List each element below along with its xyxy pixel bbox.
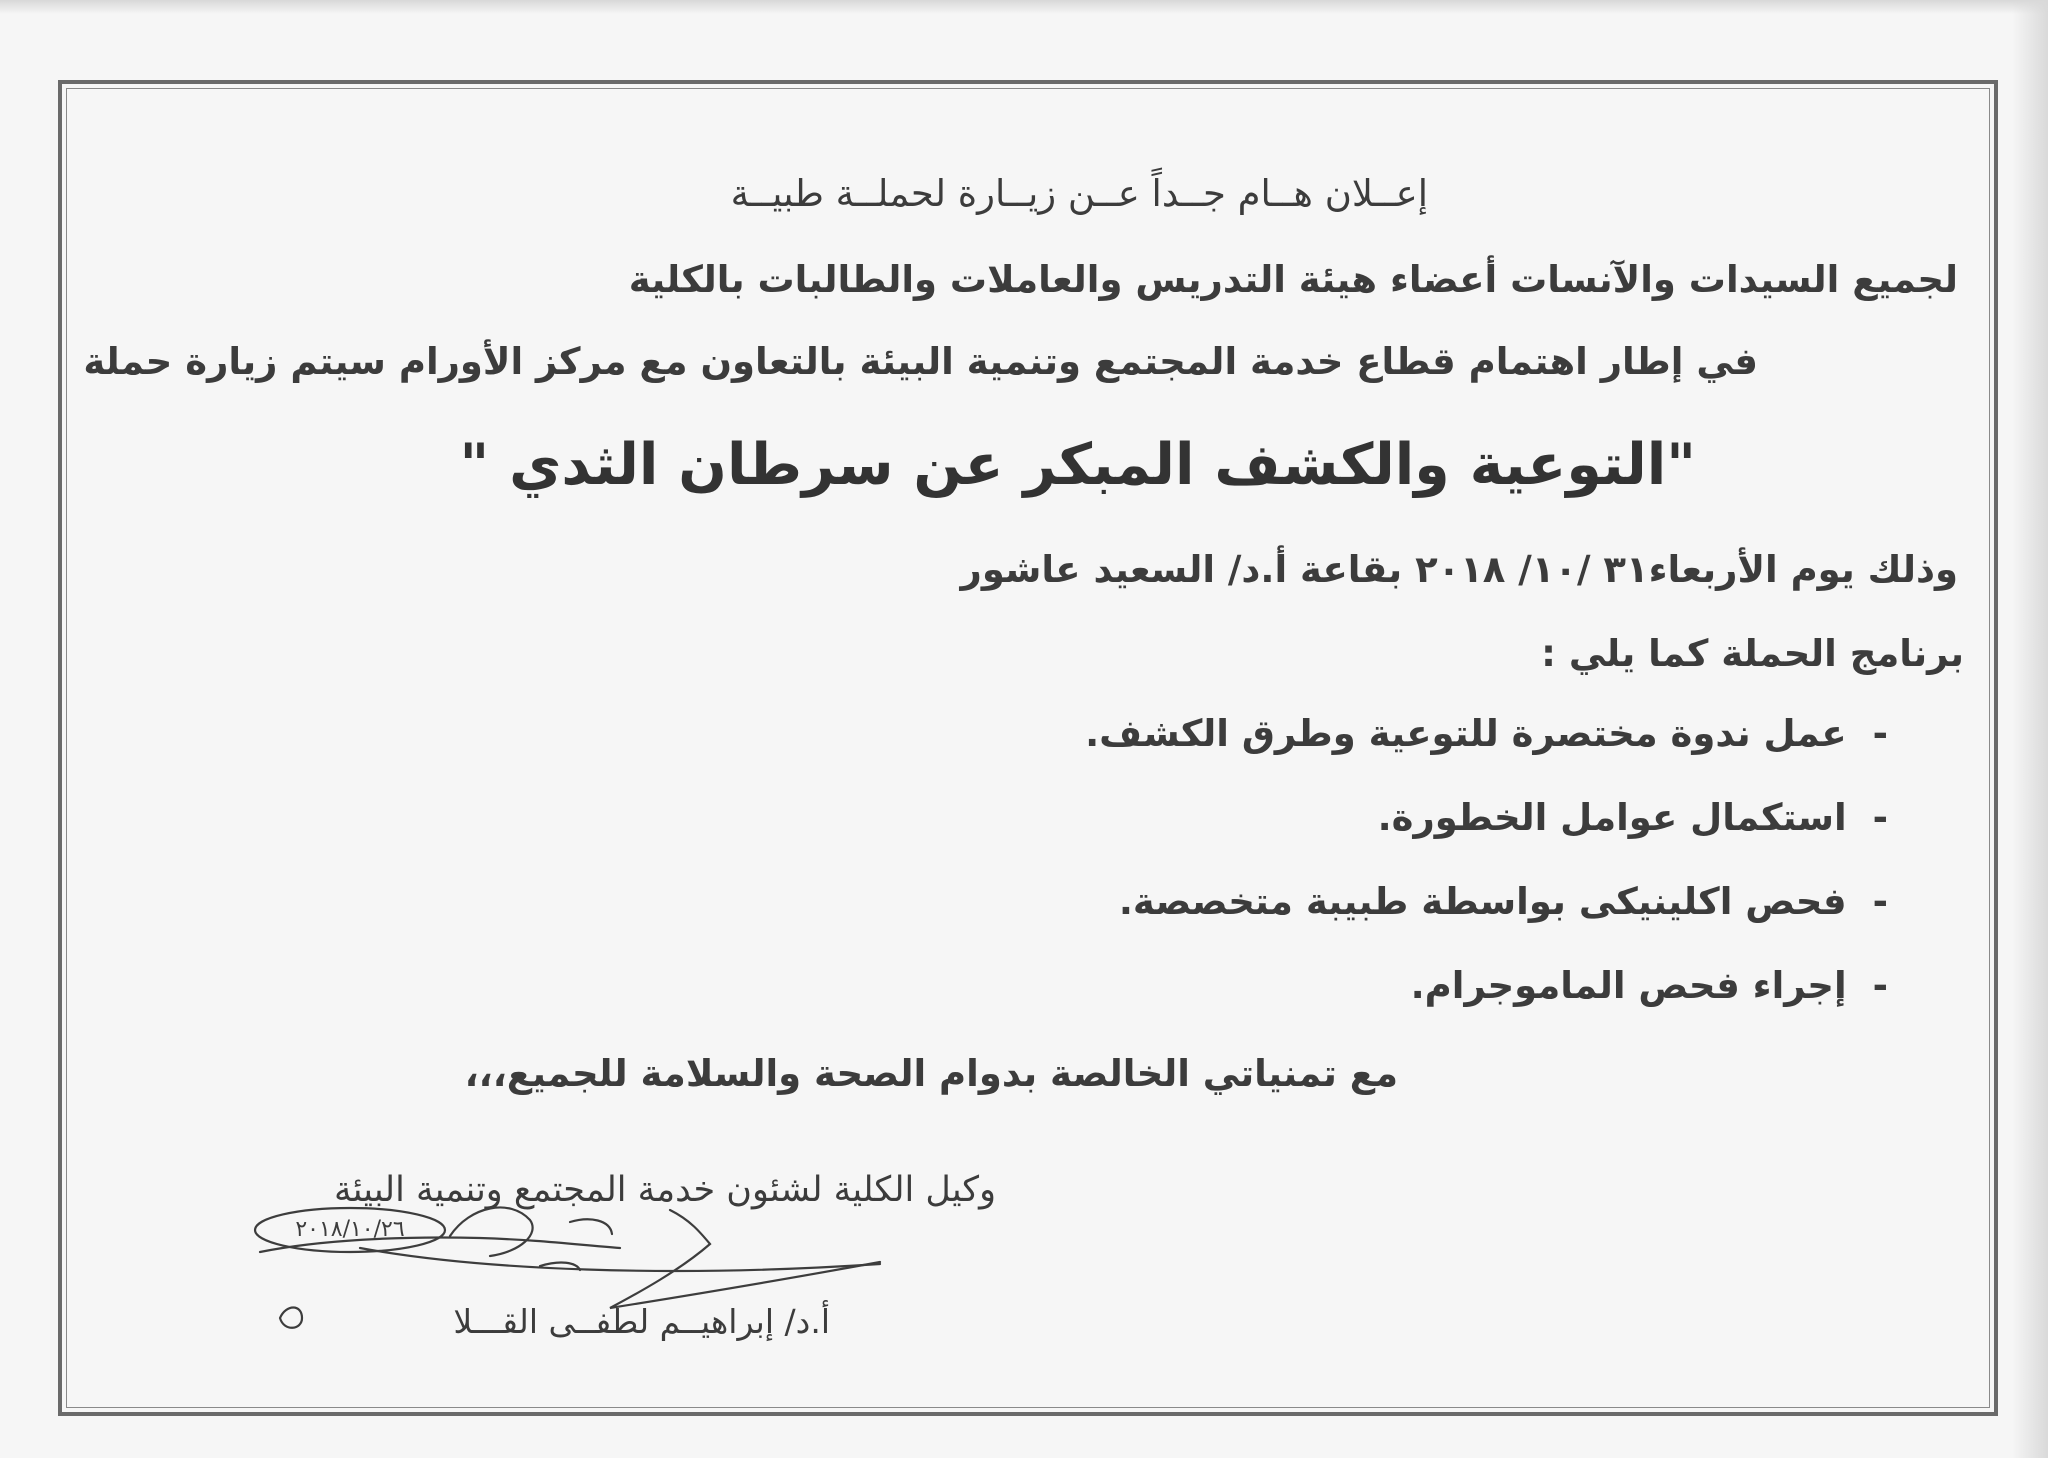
announcement-title: إعــلان هــام جــداً عــن زيــارة لحملــة طبيــة [730,172,1428,215]
program-item-text: إجراء فحص الماموجرام. [1410,964,1847,1007]
program-item-text: فحص اكلينيكى بواسطة طبيبة متخصصة. [1118,880,1847,923]
program-item-text: استكمال عوامل الخطورة. [1377,796,1847,839]
program-heading: برنامج الحملة كما يلي : [1541,632,1964,675]
intro-line: في إطار اهتمام قطاع خدمة المجتمع وتنمية البيئة بالتعاون مع مركز الأورام سيتم زيارة حملة [83,340,1758,383]
closing-line: مع تمنياتي الخالصة بدوام الصحة والسلامة للجميع،،، [464,1052,1398,1095]
program-item [1119,880,1888,923]
signatory-title: وكيل الكلية لشئون خدمة المجتمع وتنمية البيئة [333,1170,996,1210]
date-venue-line: وذلك يوم الأربعاء٣١ /١٠/ ٢٠١٨ بقاعة أ.د/ السعيد عاشور [960,548,1958,591]
signatory-name: أ.د/ إبراهيــم لطفــى القـــلا [453,1302,830,1341]
program-item [1085,712,1888,755]
addressee-line: لجميع السيدات والآنسات أعضاء هيئة التدريس والعاملات والطالبات بالكلية [628,258,1958,301]
bullet-dash: - [1872,964,1888,1007]
program-item [1411,964,1888,1007]
scan-shadow-right [2012,0,2048,1458]
program-item-text: عمل ندوة مختصرة للتوعية وطرق الكشف. [1085,712,1847,755]
campaign-name: "التوعية والكشف المبكر عن سرطان الثدي " [459,432,1696,498]
bullet-dash: - [1872,796,1888,839]
handwritten-date: ٢٠١٨/١٠/٢٦ [295,1217,405,1242]
bullet-dash: - [1872,880,1888,923]
bullet-dash: - [1872,712,1888,755]
scan-shadow-top [0,0,2048,14]
program-item [1378,796,1888,839]
